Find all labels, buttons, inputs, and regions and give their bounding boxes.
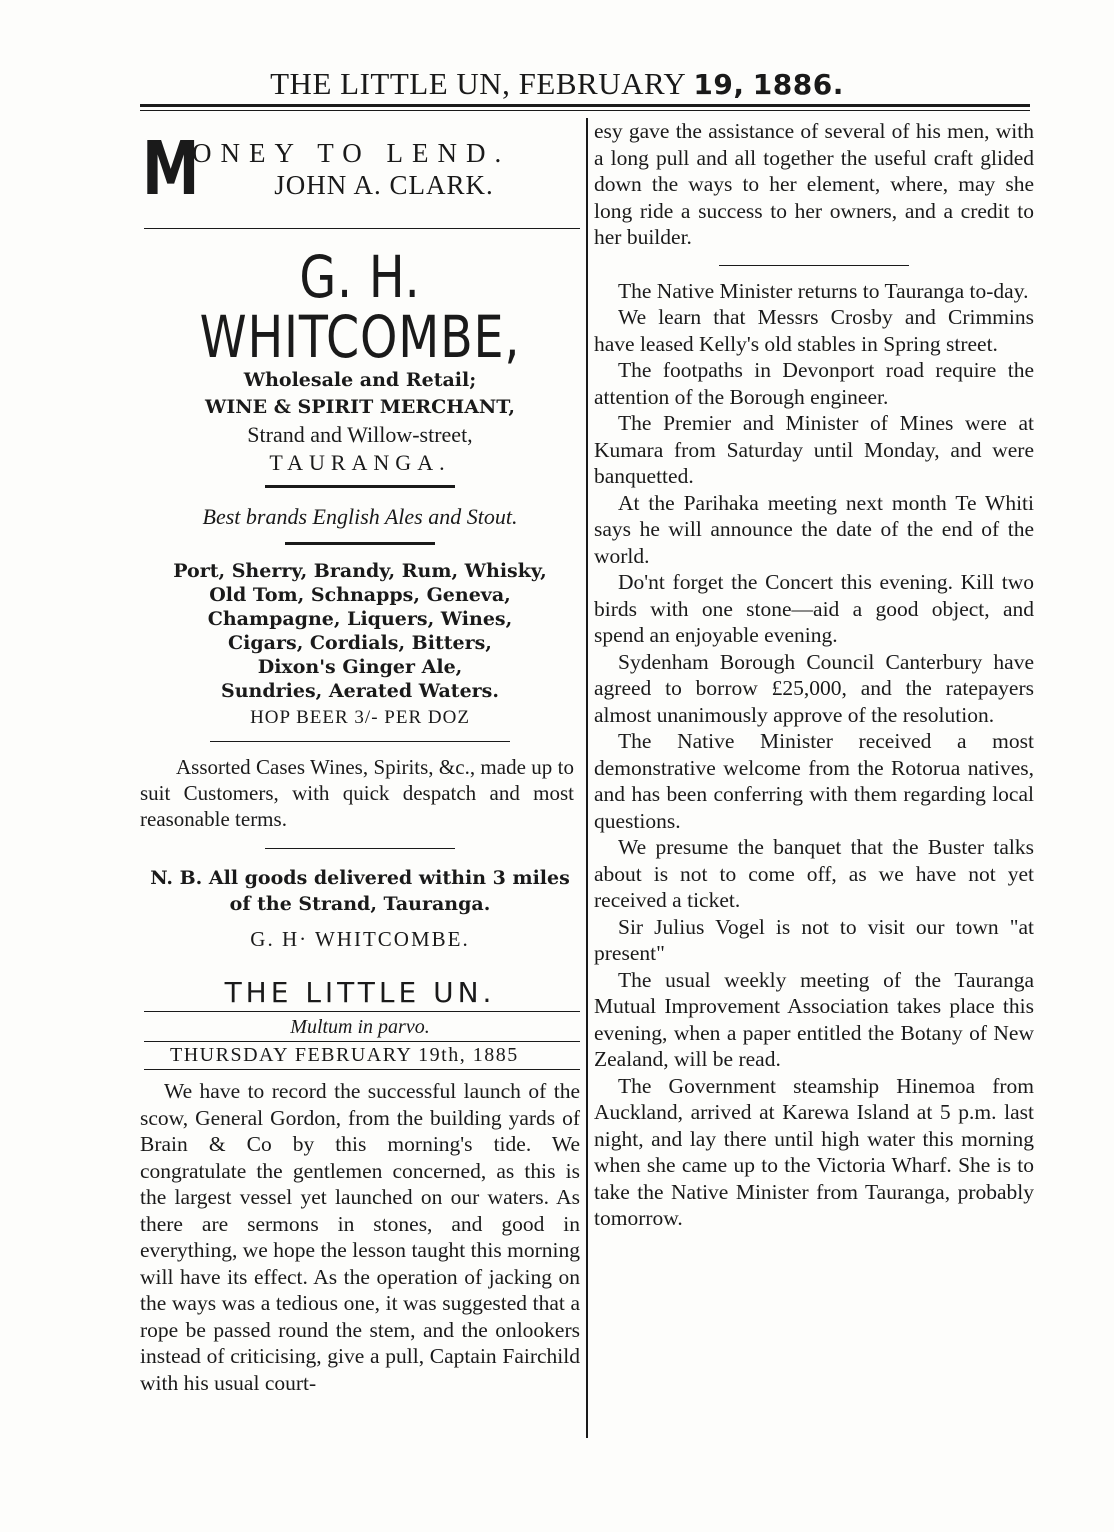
news-items xyxy=(594,118,1034,1232)
paper-motto: Multum in parvo. xyxy=(290,1016,430,1038)
column-divider xyxy=(586,118,588,1438)
advertiser-name: G. H. WHITCOMBE, xyxy=(199,243,521,371)
story-paragraph: We have to record the successful launch of the scow, General Gordon, from the building yards of Brain & Co by this morning's tide. We congratulate the gentlemen concerned, as this is the largest vessel yet launched on our waters. As there are sermons in stones, and good in everything, we hope the lesson taught this morning will have its effect. As the operation of jacking on the ways was a tedious one, it was suggested that a rope be passed round the stem, and the onlookers instead of criticising, give a pull, Captain Fairchild with his usual court- xyxy=(140,1079,580,1395)
news-item: The Native Minister received a most demonstrative welcome from the Rotorua natives, and has been conferring with them regarding local questions. xyxy=(594,729,1034,833)
money-ad-line2: JOHN A. CLARK. xyxy=(274,170,494,200)
ad-rule-2 xyxy=(285,542,435,545)
assorted-cases: Assorted Cases Wines, Spirits, &c., made up to suit Customers, with quick despatch and most reasonable terms. xyxy=(140,755,574,831)
goods-line: Port, Sherry, Brandy, Rum, Whisky, xyxy=(173,560,547,582)
drop-cap: M xyxy=(142,126,200,212)
masthead xyxy=(0,66,1114,102)
dateline: THURSDAY FEBRUARY 19th, 1885 xyxy=(170,1044,519,1066)
paper-title: THE LITTLE UN. xyxy=(224,976,496,1009)
news-item: Do'nt forget the Concert this evening. Kill two birds with one stone—aid a good object, and spend an enjoyable evening. xyxy=(594,570,1034,647)
goods-line: Champagne, Liquers, Wines, xyxy=(207,608,513,630)
masthead-day: 19, xyxy=(693,68,745,101)
goods-line: Cigars, Cordials, Bitters, xyxy=(228,632,492,654)
masthead-year: 1886. xyxy=(752,68,844,101)
news-item: The Native Minister returns to Tauranga to-day. xyxy=(618,278,1029,303)
masthead-rule xyxy=(140,104,1030,107)
news-item: The Premier and Minister of Mines were at Kumara from Saturday until Monday, and were banquetted. xyxy=(594,411,1034,488)
right-column xyxy=(594,118,1034,1232)
ad-rule-3 xyxy=(210,741,510,742)
story-continuation: esy gave the assistance of several of his men, with a long pull and all together the useful craft glided down the ways to her element, where, may she long ride a success to her owners, and a credit to her builder. xyxy=(594,119,1034,249)
goods-line: Dixon's Ginger Ale, xyxy=(257,656,463,678)
ad-line-address: Strand and Willow-street, xyxy=(247,422,473,447)
news-item: At the Parihaka meeting next month Te Whiti says he will announce the date of the end of the world. xyxy=(594,490,1034,568)
news-item: We presume the banquet that the Buster talks about is not to come off, as we have not yet received a ticket. xyxy=(594,835,1034,912)
ad-line-merchant: WINE & SPIRIT MERCHANT, xyxy=(205,396,515,418)
launch-story xyxy=(140,1078,580,1396)
hop-beer-price: HOP BEER 3/- PER DOZ xyxy=(250,707,470,728)
ad-line-town: TAURANGA. xyxy=(269,450,451,475)
masthead-rule-thin xyxy=(140,110,1030,111)
delivery-note: N. B. All goods delivered within 3 miles of the Strand, Tauranga. xyxy=(150,867,570,915)
news-item: The usual weekly meeting of the Tauranga Mutual Improvement Association takes place this evening, when a paper entitled the Botany of New Zealand, will be read. xyxy=(594,967,1034,1071)
whitcombe-ad xyxy=(140,243,580,952)
left-column xyxy=(140,118,580,1396)
ad-divider xyxy=(144,228,580,229)
masthead-title: THE LITTLE UN, FEBRUARY xyxy=(270,66,686,101)
ad-rule-4 xyxy=(265,848,455,849)
money-ad-line1: ONEY TO LEND. xyxy=(192,138,511,168)
news-item: The Government steamship Hinemoa from Auckland, arrived at Karewa Island at 5 p.m. last night, and lay there until high water this morning when she came up to the Victoria Wharf. She is to take the Native Minister from Tauranga, probably tomorrow. xyxy=(594,1073,1034,1230)
news-item: Sydenham Borough Council Canterbury have agreed to borrow £25,000, and the ratepayers almost unanimously approve of the resolution. xyxy=(594,649,1034,727)
ad-brands: Best brands English Ales and Stout. xyxy=(202,504,518,529)
news-item: We learn that Messrs Crosby and Crimmins have leased Kelly's old stables in Spring street. xyxy=(594,305,1034,356)
ad-signature: G. H· WHITCOMBE. xyxy=(250,927,470,951)
ad-line-wholesale: Wholesale and Retail; xyxy=(243,369,477,391)
news-item: The footpaths in Devonport road require the attention of the Borough engineer. xyxy=(594,358,1034,409)
paper-title-rule xyxy=(144,1011,580,1012)
ad-rule xyxy=(265,485,455,488)
dateline-rule xyxy=(144,1069,580,1070)
goods-line: Sundries, Aerated Waters. xyxy=(221,680,499,702)
news-divider xyxy=(719,265,909,266)
money-to-lend-ad xyxy=(140,118,580,228)
goods-list xyxy=(140,559,580,703)
goods-line: Old Tom, Schnapps, Geneva, xyxy=(209,584,511,606)
news-item: Sir Julius Vogel is not to visit our town "at present" xyxy=(594,914,1034,965)
